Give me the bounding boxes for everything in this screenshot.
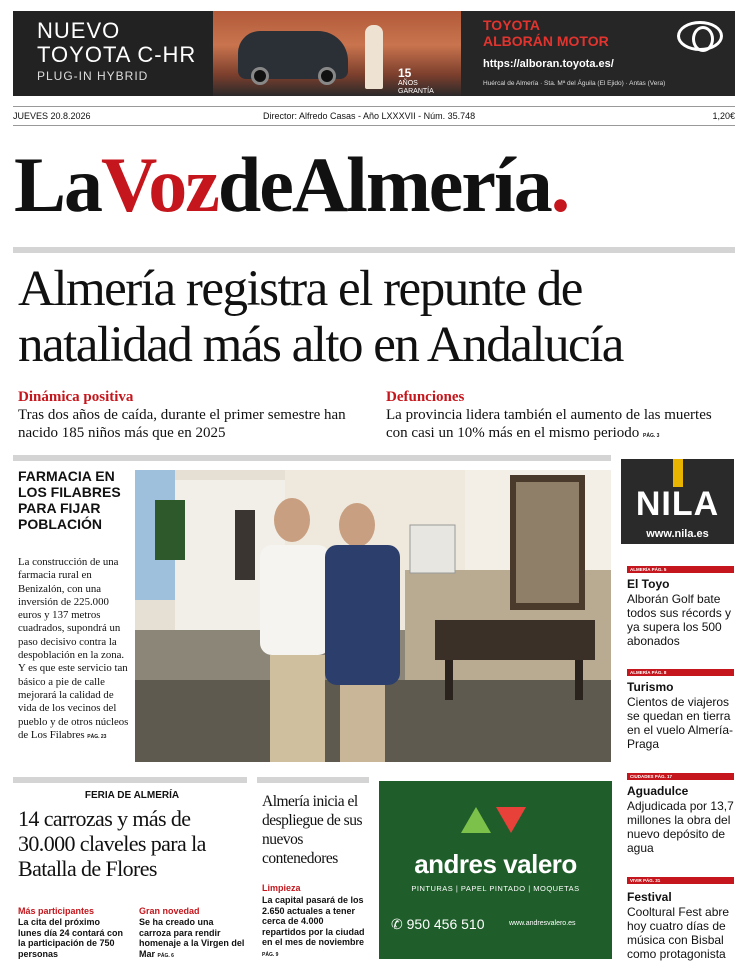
teaser-1-head[interactable]: El Toyo [627,577,670,591]
farmacia-photo[interactable] [135,470,611,762]
page-reference: PÁG. 9 [262,951,279,958]
issue-date: JUEVES 20.8.2026 [13,111,91,121]
ad-warranty-number: 15 [398,66,412,80]
page-reference: PÁG. 23 [87,733,107,740]
section-divider [13,247,735,253]
nila-advertisement[interactable] [621,459,734,544]
farmacia-body [18,556,130,744]
contenedores-body-wrap [262,895,370,960]
ad-title-block [13,11,213,96]
toyota-logo-icon [677,21,723,51]
teaser-3-head[interactable]: Aguadulce [627,784,689,798]
andres-valero-advertisement[interactable] [379,781,612,959]
ad-dealer-line-2: ALBORÁN MOTOR [483,33,609,49]
feria-sub1-body: La cita del próximo lunes día 24 contará con la participación de 750 personas [18,917,124,959]
main-headline[interactable] [18,261,738,373]
teaser-4-head[interactable]: Festival [627,890,672,904]
feria-headline[interactable]: 14 carrozas y más de 30.000 claveles para la Batalla de Flores [18,806,206,881]
teaser-1-tag: ALMERÍA PÁG. 5 [627,566,734,573]
farmacia-photo-drawing [135,470,611,762]
section-divider [13,455,611,461]
main-left-kicker: Dinámica positiva [18,389,134,405]
farmacia-headline[interactable]: FARMACIA EN LOS FILABRES PARA FIJAR POBLACIÓN [18,468,121,532]
teaser-2-tag: ALMERÍA PÁG. 8 [627,669,734,676]
teaser-4-tag: VIVIR PÁG. 31 [627,877,734,884]
av-logo-icon [461,807,491,833]
ad-dealer-addresses: Huércal de Almería · Sta. Mª del Águila (El Ejido) · Antas (Vera) [483,80,666,87]
main-right-text-wrap [386,406,736,445]
feria-sub2-body-wrap [139,917,247,961]
page-reference: PÁG. 3 [643,433,660,439]
teaser-1-body: Alborán Golf bate todos sus récords y ya supera los 500 abonados [627,592,732,648]
newspaper-masthead[interactable] [14,140,736,230]
road-icon [673,459,683,487]
issue-info-bar [13,106,735,126]
teaser-3-tag: CIUDADES PÁG. 17 [627,773,734,780]
teaser-2-head[interactable]: Turismo [627,680,674,694]
av-phone[interactable]: ✆ 950 456 510 [391,916,485,932]
teaser-4-body: Cooltural Fest abre hoy cuatro días de música con Bisbal como protagonista [627,905,730,961]
contenedores-headline[interactable]: Almería inicia el despliegue de sus nuevos contenedores [262,793,362,867]
ad-dealer-line-1: TOYOTA [483,17,541,33]
masthead-dot: . [550,141,569,228]
ad-line-2: TOYOTA C-HR [37,42,197,67]
ad-dealer-block [461,11,735,96]
av-web[interactable]: www.andresvalero.es [509,920,576,927]
section-divider [13,777,247,783]
teaser-2-body: Cientos de viajeros se quedan en tierra en el vuelo Almería-Praga [627,695,734,751]
ad-car-wheel [251,67,269,85]
toyota-advertisement[interactable] [13,11,735,111]
av-tagline: PINTURAS | PAPEL PINTADO | MOQUETAS [411,884,580,893]
contenedores-kicker: Limpieza [262,883,301,893]
contenedores-body: La capital pasará de los 2.650 actuales a tener cerca de 4.000 repartidos por la ciudad en el mes de noviembre [262,895,365,947]
ad-warranty-text: AÑOS GARANTÍA TOYOTA RELAX [398,80,434,111]
main-headline-line-2: natalidad más alto en Andalucía [18,317,623,373]
masthead-part-1: La [14,141,102,228]
av-name: andres valero [414,849,577,879]
masthead-part-2: Voz [101,141,218,228]
issue-price: 1,20€ [712,111,735,121]
section-divider [257,777,369,783]
main-right-kicker: Defunciones [386,389,465,405]
feria-sub2-kicker: Gran novedad [139,906,200,916]
main-left-text: Tras dos años de caída, durante el primer semestre han nacido 185 niños más que en 2025 [18,407,346,441]
main-left-deck[interactable] [18,389,368,442]
ad-person-image [365,25,383,89]
ad-line-1: NUEVO [37,18,121,43]
feria-kicker: FERIA DE ALMERÍA [84,790,180,801]
nila-url[interactable]: www.nila.es [646,528,709,540]
issue-credits: Director: Alfredo Casas - Año LXXXVII - Núm. 35.748 [263,111,476,121]
feria-sub2-body: Se ha creado una carroza para rendir homenaje a la Virgen del Mar [139,917,245,959]
main-right-text: La provincia lidera también el aumento de las muertes con casi un 10% más en el mismo periodo [386,407,712,441]
masthead-part-3: deAlmería [217,141,551,228]
farmacia-text: La construcción de una farmacia rural en Benizalón, con una inversión de 225.000 euros y 137 metros cuadrados, supondrá un paso decisivo contra la despoblación en la zona. Y es que este servicio tan básico a pie de calle mejorará la calidad de vida de los vecinos del pueblo y de otros núcleos de Los Filabres [18,556,129,741]
feria-sub1-kicker: Más participantes [18,906,95,916]
main-right-deck[interactable] [386,389,736,445]
main-headline-line-1: Almería registra el repunte de [18,261,582,317]
page-reference: PÁG. 6 [157,952,174,959]
teaser-3-body: Adjudicada por 13,7 millones la obra del nuevo depósito de agua [627,799,734,855]
ad-line-3: PLUG-IN HYBRID [37,69,149,83]
av-logo-icon [496,807,526,833]
ad-car-wheel [318,67,336,85]
ad-dealer-url[interactable]: https://alboran.toyota.es/ [483,58,614,70]
nila-word: NILA [635,485,720,523]
